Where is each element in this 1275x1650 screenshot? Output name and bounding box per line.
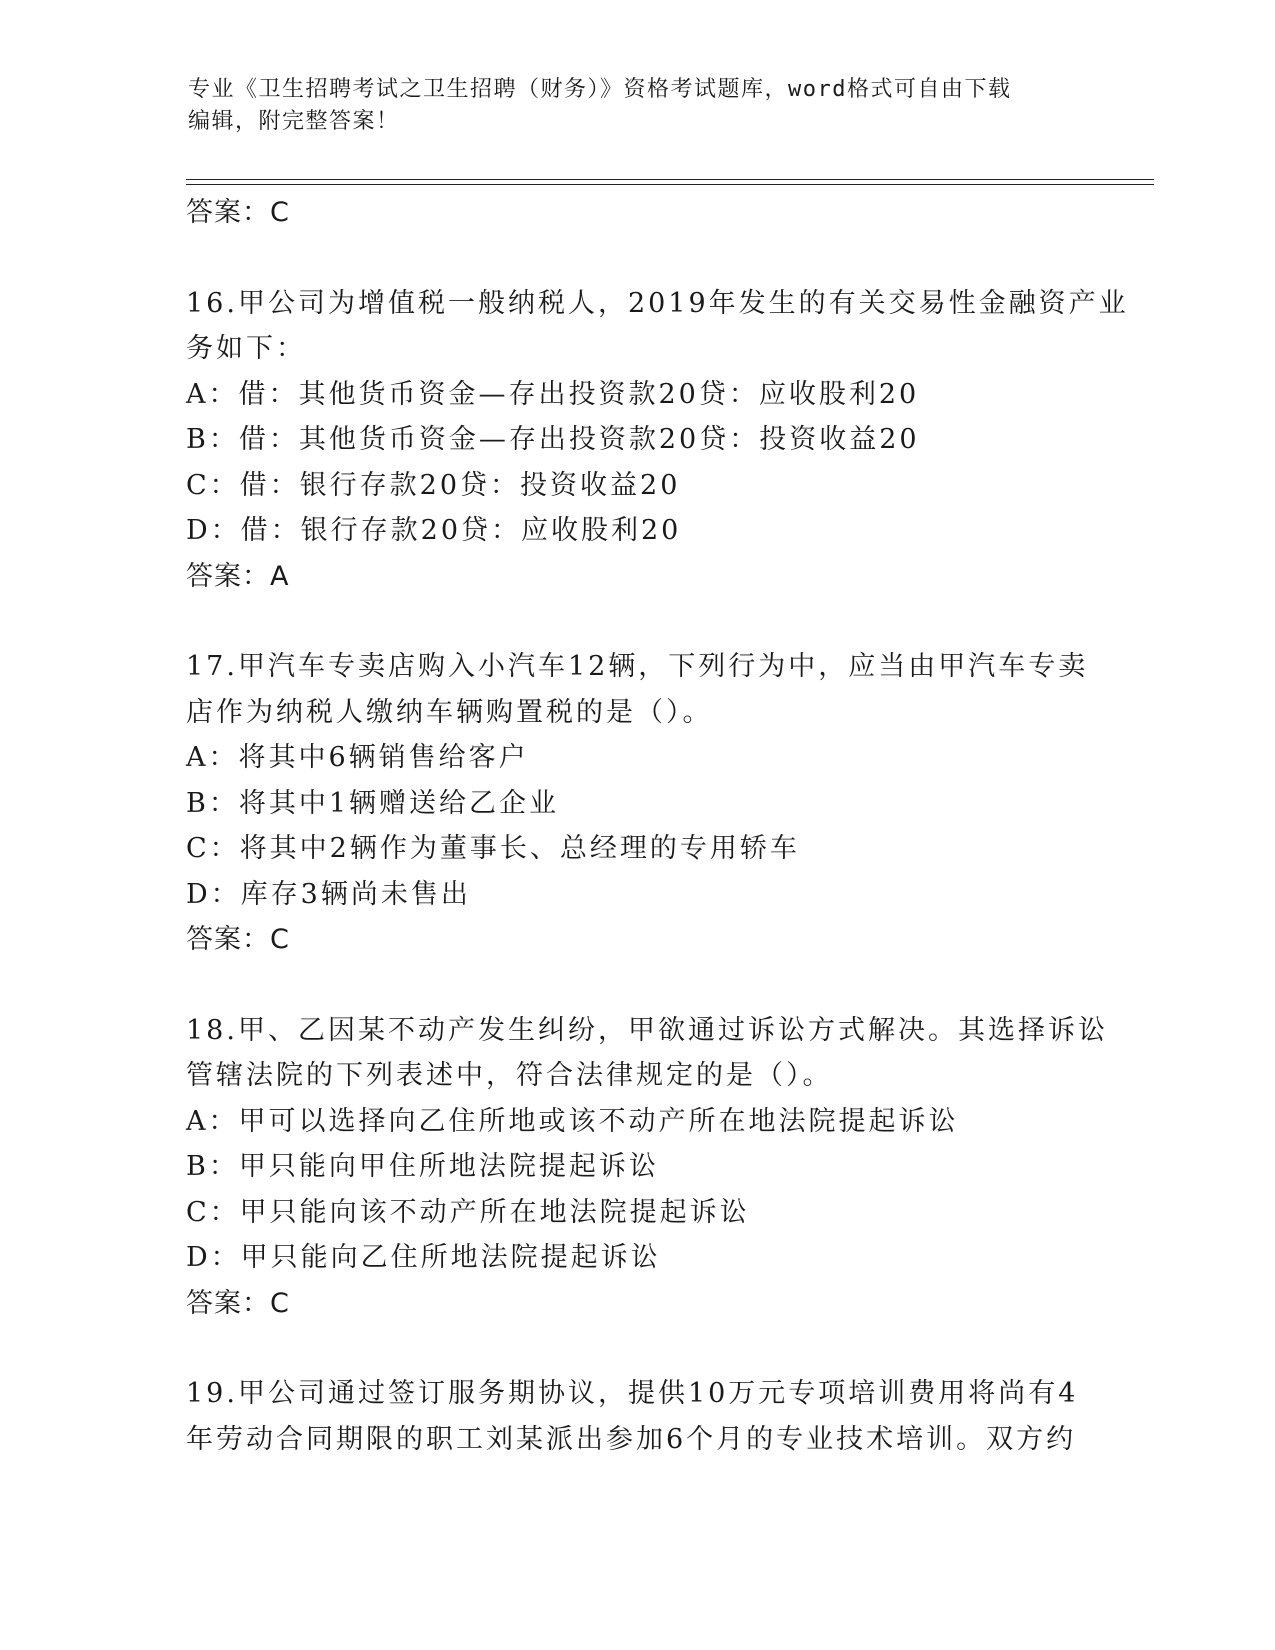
option-b: B：甲只能向甲住所地法院提起诉讼	[186, 1151, 659, 1182]
question-stem-line: 管辖法院的下列表述中，符合法律规定的是（）。	[186, 1060, 833, 1091]
question-list	[186, 190, 1129, 1462]
question-18	[186, 1008, 1116, 1327]
previous-answer: 答案：C	[186, 197, 290, 228]
header-double-rule	[186, 179, 1154, 185]
question-stem-line: 18.甲、乙因某不动产发生纠纷，甲欲通过诉讼方式解决。其选择诉讼	[186, 1014, 1108, 1046]
answer: 答案：C	[186, 1287, 290, 1319]
option-d: D：甲只能向乙住所地法院提起诉讼	[186, 1242, 661, 1273]
question-stem-line: 店作为纳税人缴纳车辆购置税的是（）。	[186, 696, 713, 728]
question-19	[186, 1371, 1116, 1462]
option-d: D：借：银行存款20贷：应收股利20	[186, 515, 682, 546]
document-header	[188, 74, 1088, 138]
option-c: C：甲只能向该不动产所在地法院提起诉讼	[186, 1196, 750, 1228]
question-17	[186, 644, 1116, 963]
answer: 答案：C	[186, 924, 290, 955]
option-b: B：借：其他货币资金—存出投资款20贷：投资收益20	[186, 424, 920, 455]
option-a: A：将其中6辆销售给客户	[186, 742, 529, 773]
option-b: B：将其中1辆赠送给乙企业	[186, 787, 560, 819]
option-a: A：甲可以选择向乙住所地或该不动产所在地法院提起诉讼	[186, 1105, 959, 1137]
header-line-1: 专业《卫生招聘考试之卫生招聘（财务）》资格考试题库，word格式可自由下载	[188, 77, 1012, 102]
question-16	[186, 281, 1129, 600]
question-stem-line: 务如下：	[186, 333, 306, 364]
option-a: A：借：其他货币资金—存出投资款20贷：应收股利20	[186, 378, 920, 410]
answer: 答案：A	[186, 560, 290, 592]
question-stem-line: 年劳动合同期限的职工刘某派出参加6个月的专业技术培训。双方约	[186, 1423, 1077, 1455]
question-stem-line: 17.甲汽车专卖店购入小汽车12辆，下列行为中，应当由甲汽车专卖	[186, 651, 1089, 682]
option-d: D：库存3辆尚未售出	[186, 878, 471, 910]
header-line-2: 编辑，附完整答案！	[188, 109, 400, 134]
option-c: C：将其中2辆作为董事长、总经理的专用轿车	[186, 833, 800, 864]
option-c: C：借：银行存款20贷：投资收益20	[186, 469, 681, 501]
question-stem-line: 19.甲公司通过签订服务期协议，提供10万元专项培训费用将尚有4	[186, 1378, 1079, 1409]
question-stem-line: 16.甲公司为增值税一般纳税人，2019年发生的有关交易性金融资产业	[186, 287, 1129, 319]
